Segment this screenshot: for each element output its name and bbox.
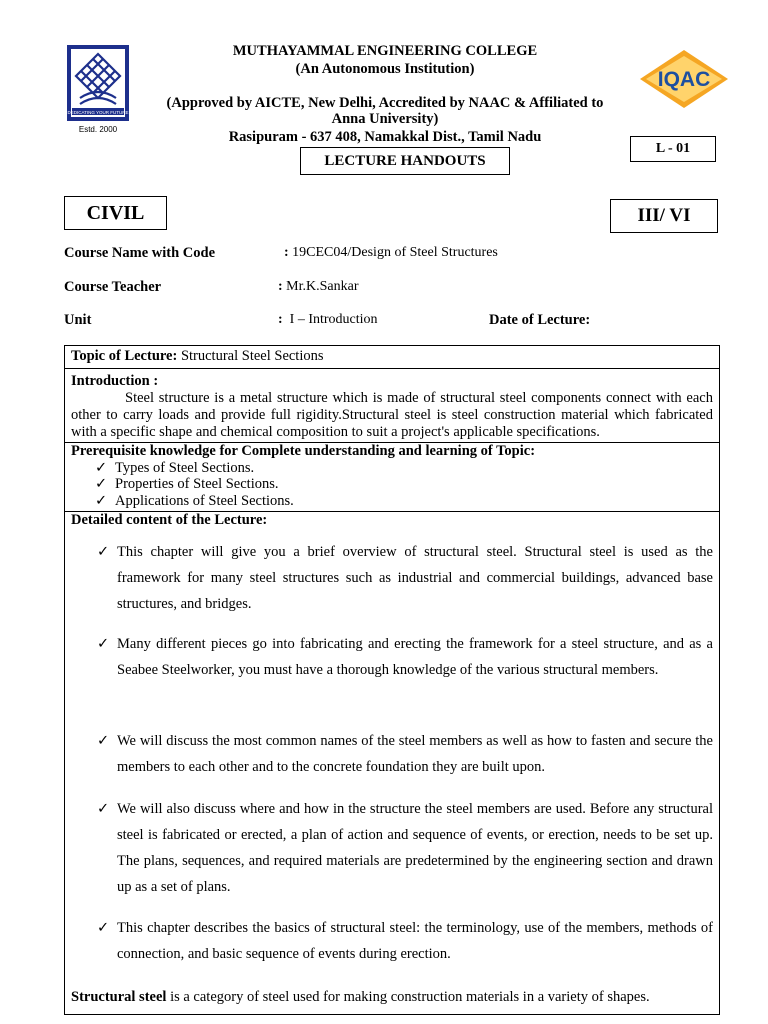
prerequisite-heading: Prerequisite knowledge for Complete understanding and learning of Topic: (71, 443, 536, 459)
check-icon: ✓ (95, 476, 108, 492)
detail-item (97, 631, 713, 683)
detail-item-text: This chapter will give you a brief overview of structural steel. Structural steel is used as the framework for many steel structures such as industrial and commercial buildings, advanced base structures, and bridges. (117, 544, 713, 612)
course-name-row (284, 245, 498, 261)
course-name-label: Course Name with Code (64, 245, 216, 261)
college-address: Rasipuram - 637 408, Namakkal Dist., Tamil Nadu (228, 129, 542, 145)
date-of-lecture-label: Date of Lecture: (489, 312, 591, 328)
document-type: LECTURE HANDOUTS (324, 152, 486, 169)
check-icon: ✓ (97, 733, 110, 749)
svg-text:Estd. 2000: Estd. 2000 (78, 125, 118, 134)
colon: : (278, 279, 283, 294)
unit-label: Unit (64, 312, 92, 328)
year-semester: III/ VI (637, 205, 691, 226)
divider (65, 368, 719, 369)
college-name: MUTHAYAMMAL ENGINEERING COLLEGE (232, 43, 538, 59)
check-icon: ✓ (95, 460, 108, 476)
svg-text:DEDICATING YOUR FUTURE: DEDICATING YOUR FUTURE (67, 110, 129, 115)
topic-value: Structural Steel Sections (180, 348, 324, 364)
svg-text:IQAC: IQAC (657, 68, 711, 91)
introduction-text: Steel structure is a metal structure which is made of structural steel components connect with each other to carry loads and provide full rigidity.Structural steel is steel construction material which fabricated with a specific shape and chemical composition to suit a project's applicable specifications. (71, 390, 713, 440)
course-teacher-row (278, 279, 359, 295)
structural-steel-text: is a category of steel used for making construction materials in a variety of shapes. (166, 989, 650, 1005)
detail-item-text: We will also discuss where and how in the structure the steel members are used. Before any structural steel is fabricated or erected, a plan of action and sequence of events, or erection, needs to be set up. The plans, sequences, and required materials are predetermined by the engineering section and drawn up as a set of plans. (117, 801, 713, 895)
college-status: (An Autonomous Institution) (295, 61, 475, 77)
iqac-logo (636, 48, 732, 110)
department: CIVIL (86, 201, 145, 224)
introduction-heading: Introduction : (71, 373, 159, 389)
unit-row (278, 312, 378, 328)
check-icon: ✓ (97, 920, 110, 936)
detail-item (97, 796, 713, 900)
prerequisite-item-text: Applications of Steel Sections. (115, 493, 294, 509)
detail-item (97, 728, 713, 780)
college-logo (66, 44, 130, 136)
prerequisite-item-text: Properties of Steel Sections. (115, 476, 279, 492)
detailed-content-heading: Detailed content of the Lecture: (71, 512, 268, 528)
structural-steel-definition (71, 989, 713, 1006)
year-semester-box (610, 199, 718, 233)
detail-item (97, 539, 713, 617)
detail-item-text: Many different pieces go into fabricating and erecting the framework for a steel structure, and as a Seabee Steelworker, you must have a thorough knowledge of the various structural members. (117, 636, 713, 678)
detail-item-text: This chapter describes the basics of structural steel: the terminology, use of the members, methods of connection, and basic sequence of events during erection. (117, 920, 713, 962)
structural-steel-term: Structural steel (71, 989, 167, 1005)
colon: : (284, 245, 289, 260)
lecture-table (64, 345, 720, 1015)
course-teacher-value: Mr.K.Sankar (286, 279, 359, 294)
unit-value: I – Introduction (289, 312, 378, 327)
department-box (64, 196, 167, 230)
detail-item (97, 915, 713, 967)
prerequisite-item (95, 493, 294, 510)
check-icon: ✓ (97, 544, 110, 560)
prerequisite-item-text: Types of Steel Sections. (115, 460, 255, 476)
course-teacher-label: Course Teacher (64, 279, 162, 295)
check-icon: ✓ (97, 636, 110, 652)
lecture-number-box (630, 136, 716, 162)
check-icon: ✓ (97, 801, 110, 817)
check-icon: ✓ (95, 493, 108, 509)
course-name-value: 19CEC04/Design of Steel Structures (292, 245, 498, 260)
prerequisite-item (95, 476, 279, 493)
detail-item-text: We will discuss the most common names of the steel members as well as how to fasten and secure the members to each other and to the concrete foundation they are built upon. (117, 733, 713, 775)
lecture-number: L - 01 (655, 141, 691, 156)
colon: : (278, 312, 283, 327)
document-type-box (300, 147, 510, 175)
topic-row (71, 348, 713, 365)
topic-label: Topic of Lecture: (71, 348, 178, 364)
prerequisite-item (95, 460, 254, 477)
approval-text: (Approved by AICTE, New Delhi, Accredited by NAAC & Affiliated to Anna University) (166, 95, 604, 127)
